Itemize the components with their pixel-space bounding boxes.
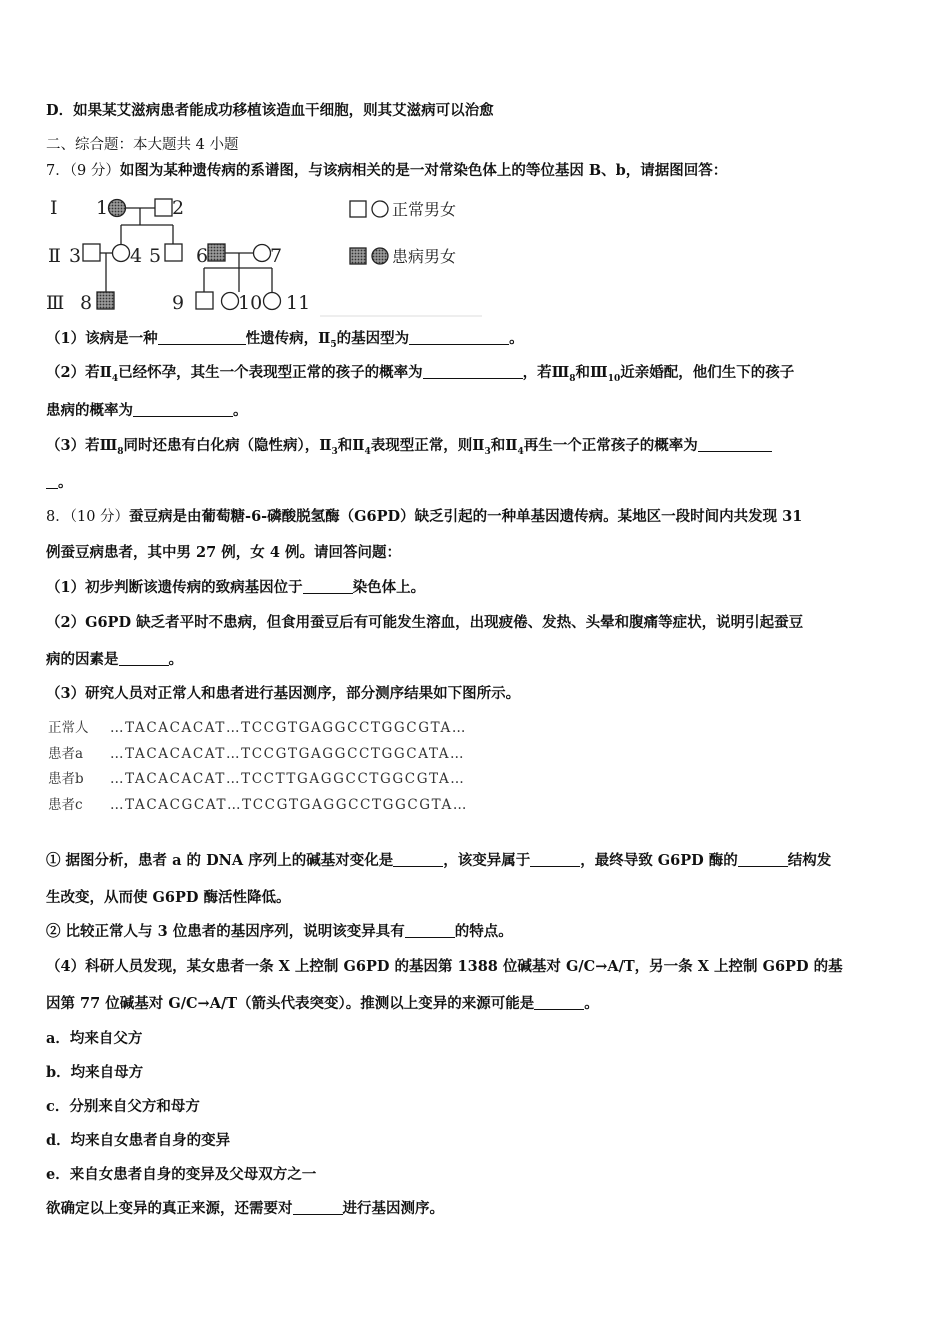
sequence-row: 患者c …TACACGCAT…TCCGTGAGGCCTGGCGTA…: [48, 797, 468, 813]
gen-label-2: Ⅱ: [48, 245, 61, 267]
q7-part2-line1: （2）若$Ⅱ_4$已经怀孕，其生一个表现型正常的孩子的概率为 ，若$Ⅲ_8$和$Ⅲ_{10}$近亲婚配，他们生下的孩子: [46, 364, 795, 384]
label-8: 8: [80, 292, 93, 314]
sequence-row: 患者b …TACACACAT…TCCTTGAGGCCTGGCGTA…: [48, 771, 466, 787]
individual-3-normal-male: [83, 244, 100, 261]
blank[interactable]: [534, 995, 584, 1010]
label-7: 7: [270, 245, 283, 267]
individual-2-normal-male: [155, 199, 172, 216]
q8-stem-line2: 例蚕豆病患者，其中男 27 例，女 4 例。请回答问题：: [46, 544, 401, 561]
option-d: D．如果某艾滋病患者能成功移植该造血干细胞，则其艾滋病可以治愈: [46, 102, 494, 119]
q8-stem-line1: 8．（10 分）蚕豆病是由葡萄糖-6-磷酸脱氢酶（G6PD）缺乏引起的一种单基因遗传病。某地区一段时间内共发现 31: [46, 508, 803, 525]
q8-circle1-line1: ① 据图分析，患者 a 的 DNA 序列上的碱基对变化是 ，该变异属于 ，最终导致 G6PD 酶的 结构发: [46, 852, 832, 869]
label-5: 5: [149, 245, 162, 267]
individual-10-normal-female: [222, 293, 239, 310]
individual-11-normal-female: [264, 293, 281, 310]
label-2: 2: [172, 197, 185, 219]
blank[interactable]: [698, 437, 772, 452]
blank[interactable]: [293, 1200, 343, 1215]
sequence-row: 正常人 …TACACACAT…TCCGTGAGGCCTGGCGTA…: [48, 720, 467, 736]
section-heading: 二、综合题：本大题共 4 小题: [46, 137, 239, 153]
pedigree-chart: [42, 192, 482, 317]
q8-part2-line1: （2）G6PD 缺乏者平时不患病，但食用蚕豆后有可能发生溶血，出现疲倦、发热、头晕和腹痛等症状，说明引起蚕豆: [46, 614, 804, 631]
gen-label-1: I: [50, 197, 58, 219]
legend-affected-label: 患病男女: [392, 247, 457, 266]
gen-label-3: Ⅲ: [46, 292, 65, 314]
blank[interactable]: [530, 852, 580, 867]
q8-part1: （1）初步判断该遗传病的致病基因位于 染色体上。: [46, 579, 426, 596]
legend-normal-female: [372, 201, 388, 217]
option-a: a．均来自父方: [46, 1030, 143, 1047]
blank[interactable]: [393, 852, 443, 867]
q7-part1: （1）该病是一种 性遗传病，$Ⅱ_5$的基因型为 。: [46, 330, 524, 350]
q7-part3-line2: 。: [46, 473, 73, 493]
individual-5-normal-male: [165, 244, 182, 261]
q8-part4-line2: 因第 77 位碱基对 G/C→A/T（箭头代表突变）。推测以上变异的来源可能是 。: [46, 995, 599, 1012]
q8-part2-line2: 病的因素是 。: [46, 651, 183, 668]
q7-stem: [46, 161, 727, 181]
individual-8-affected-male: [97, 292, 114, 309]
blank[interactable]: [46, 474, 58, 489]
label-1: 1: [96, 197, 109, 219]
blank[interactable]: [119, 651, 169, 666]
legend-affected-female: [372, 248, 388, 264]
individual-9-normal-male: [196, 292, 213, 309]
label-3: 3: [69, 245, 82, 267]
individual-7-normal-female: [254, 245, 271, 262]
individual-4-normal-female: [113, 245, 130, 262]
label-10: 10: [238, 292, 263, 314]
label-6: 6: [196, 245, 209, 267]
option-d-q8: d．均来自女患者自身的变异: [46, 1132, 231, 1149]
legend-normal-label: 正常男女: [392, 200, 457, 219]
q8-circle2: ② 比较正常人与 3 位患者的基因序列，说明该变异具有 的特点。: [46, 923, 513, 940]
legend-normal-male: [350, 201, 366, 217]
sequence-row: 患者a …TACACACAT…TCCGTGAGGCCTGGCATA…: [48, 746, 466, 762]
q7-part3-line1: （3）若$Ⅲ_8$同时还患有白化病（隐性病），$Ⅱ_3$和$Ⅱ_4$表现型正常，则$Ⅱ_3$和$Ⅱ_4$再生一个正常孩子的概率为: [46, 436, 772, 462]
blank[interactable]: [303, 579, 353, 594]
blank[interactable]: [423, 364, 523, 379]
legend-affected-male: [350, 248, 366, 264]
individual-1-affected-female: [109, 200, 126, 217]
blank[interactable]: [409, 330, 509, 345]
q8-circle1-line2: 生改变，从而使 G6PD 酶活性降低。: [46, 889, 291, 906]
blank[interactable]: [738, 852, 788, 867]
q8-part3: （3）研究人员对正常人和患者进行基因测序，部分测序结果如下图所示。: [46, 685, 521, 702]
q8-number: 8．: [46, 509, 70, 525]
individual-6-affected-male: [208, 244, 225, 261]
q8-part4-line1: （4）科研人员发现，某女患者一条 X 上控制 G6PD 的基因第 1388 位碱基对 G/C→A/T，另一条 X 上控制 G6PD 的基: [46, 958, 843, 975]
blank[interactable]: [133, 402, 233, 417]
option-e: e．来自女患者自身的变异及父母双方之一: [46, 1166, 317, 1183]
blank[interactable]: [158, 330, 246, 345]
q8-points: （10 分）: [69, 509, 130, 525]
q7-number: 7．: [46, 163, 70, 179]
q7-points: （9 分）: [69, 163, 120, 179]
label-4: 4: [130, 245, 143, 267]
q8-final: 欲确定以上变异的真正来源，还需要对 进行基因测序。: [46, 1200, 444, 1217]
option-b: b．均来自母方: [46, 1064, 144, 1081]
blank[interactable]: [405, 923, 455, 938]
q7-part2-line2: 患病的概率为 。: [46, 402, 248, 419]
q7-text: 如图为某种遗传病的系谱图，与该病相关的是一对常染色体上的等位基因 B、b，请据图回答：: [119, 162, 728, 179]
label-11: 11: [286, 292, 311, 314]
option-c: c．分别来自父方和母方: [46, 1098, 200, 1115]
label-9: 9: [172, 292, 185, 314]
